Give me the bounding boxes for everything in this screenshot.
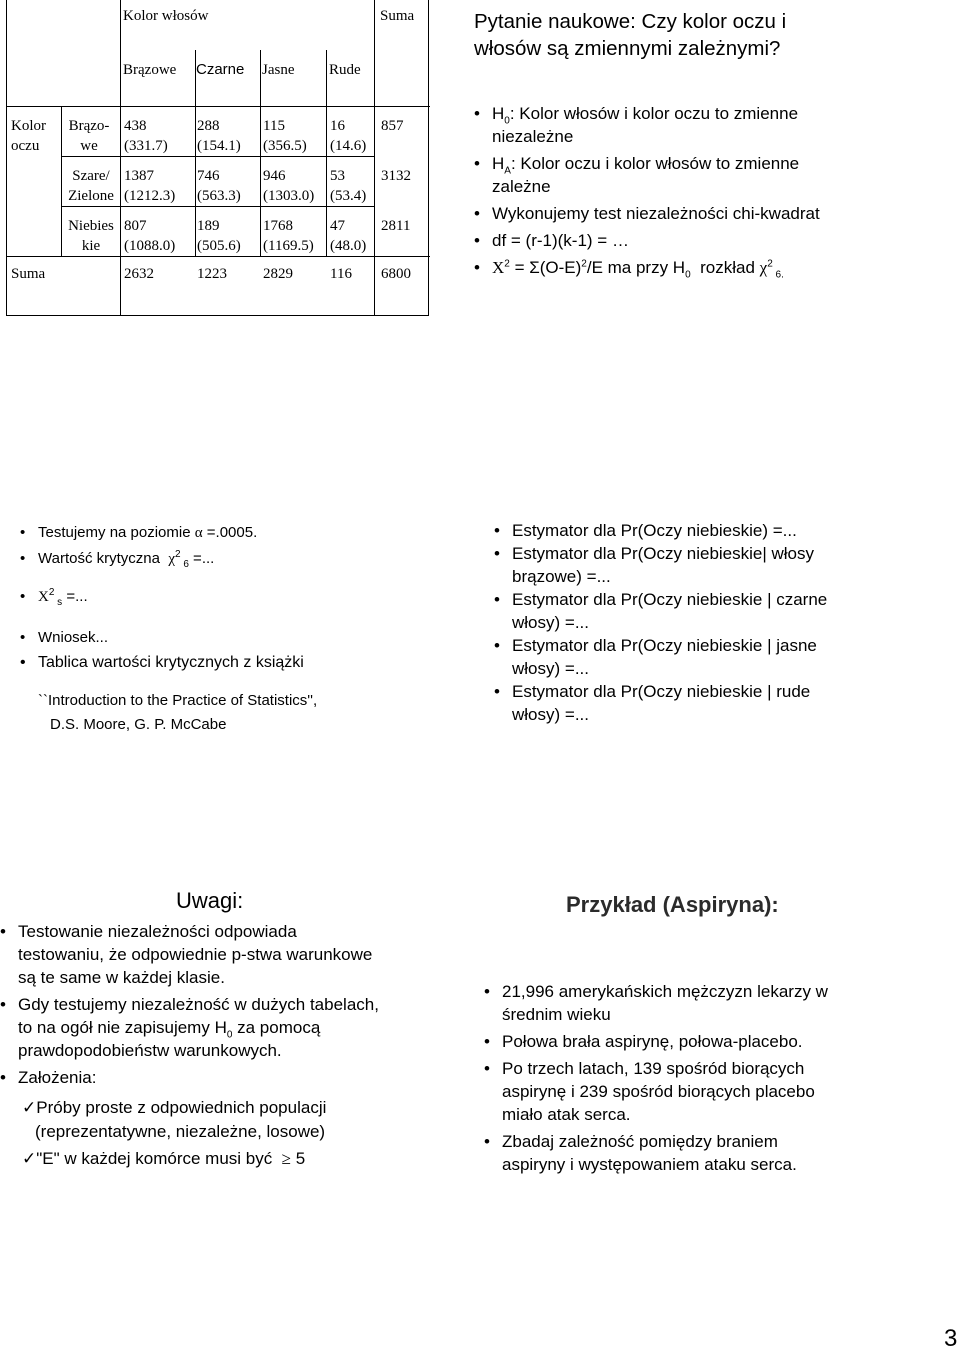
page-number: 3 bbox=[944, 1325, 958, 1352]
df-item: • df = (r-1)(k-1) = … bbox=[474, 229, 954, 252]
row-label-green: Szare/ bbox=[72, 168, 110, 184]
table-cell-expected: (53.4) bbox=[330, 188, 367, 204]
table-cell: 189 bbox=[197, 218, 220, 234]
row-group-label-2: oczu bbox=[11, 138, 40, 154]
table-cell: 288 bbox=[197, 118, 220, 134]
table-cell-expected: (356.5) bbox=[263, 138, 307, 154]
hypothesis-ha: • $H_A$: Kolor oczu i kolor włosów to zmienne zależne bbox=[474, 152, 954, 198]
table-cell-expected: (505.6) bbox=[197, 238, 241, 254]
chi-statistic-item: • $X^2 = \Sigma(O-E)^2/E$ ma przy $H_0$ rozkład $\chi^2$ $_{6.}$ bbox=[474, 256, 954, 279]
col-header-blond: Jasne bbox=[262, 62, 295, 78]
table-source: • Tablica wartości krytycznych z książki bbox=[20, 651, 440, 674]
example-item: • Połowa brała aspirynę, połowa-placebo. bbox=[484, 1030, 954, 1053]
row-sum: 857 bbox=[381, 118, 404, 134]
table-cell: 746 bbox=[197, 168, 220, 184]
slide2-bullets bbox=[20, 521, 440, 674]
table-cell-expected: (1212.3) bbox=[124, 188, 176, 204]
test-statistic: • $X^2$ $_s$ =... bbox=[20, 585, 440, 609]
slide5-bullets bbox=[484, 980, 954, 1176]
book-title: ``Introduction to the Practice of Statistics'', bbox=[38, 692, 318, 709]
row-group-label: Kolor bbox=[11, 118, 46, 134]
book-authors: D.S. Moore, G. P. McCabe bbox=[50, 716, 227, 733]
col-sum: 2829 bbox=[263, 266, 293, 282]
estimator-item: • Estymator dla Pr(Oczy niebieskie | rude włosy) =... bbox=[494, 680, 954, 726]
slide5-title: Przykład (Aspiryna): bbox=[566, 892, 779, 917]
col-sum: 116 bbox=[330, 266, 352, 282]
assumption-check-1: ✓Próby proste z odpowiednich populacji (reprezentatywne, niezależne, losowe) bbox=[22, 1098, 327, 1141]
slide3-bullets bbox=[494, 519, 954, 726]
table-cell: 1768 bbox=[263, 218, 293, 234]
slide1-bullets bbox=[474, 102, 954, 279]
col-header-black: Czarne bbox=[196, 61, 245, 78]
table-cell-expected: (1088.0) bbox=[124, 238, 176, 254]
estimator-item: • Estymator dla Pr(Oczy niebieskie| włosy brązowe) =... bbox=[494, 542, 954, 588]
table-cell-expected: (1303.0) bbox=[263, 188, 315, 204]
col-sum: 1223 bbox=[197, 266, 227, 282]
slide4-title: Uwagi: bbox=[176, 888, 244, 913]
slide4-bullets bbox=[0, 920, 445, 1089]
header-sum: Suma bbox=[380, 8, 415, 24]
row-sum: 3132 bbox=[381, 168, 411, 184]
col-header-red: Rude bbox=[329, 62, 361, 78]
assumptions-item: • Założenia: bbox=[0, 1066, 445, 1089]
row-label-blue: Niebies bbox=[68, 218, 114, 234]
example-item: • Zbadaj zależność pomiędzy braniem aspiryny i występowaniem ataku serca. bbox=[484, 1130, 954, 1176]
slide1-title bbox=[474, 8, 786, 62]
table-cell-expected: (563.3) bbox=[197, 188, 241, 204]
table-cell: 16 bbox=[330, 118, 345, 134]
remark-item: • Gdy testujemy niezależność w dużych tabelach, to na ogół nie zapisujemy $H_0$ za pomocą prawdopodobieństw warunkowych. bbox=[0, 993, 445, 1062]
table-cell-expected: (154.1) bbox=[197, 138, 241, 154]
row-sum: 2811 bbox=[381, 218, 411, 234]
col-header-brown: Brązowe bbox=[123, 62, 177, 78]
table-cell-expected: (331.7) bbox=[124, 138, 168, 154]
estimator-item: • Estymator dla Pr(Oczy niebieskie | czarne włosy) =... bbox=[494, 588, 954, 634]
row-label-blue-2: kie bbox=[81, 238, 101, 254]
table-cell: 115 bbox=[263, 118, 285, 134]
hypothesis-h0: • $H_0$: Kolor włosów i kolor oczu to zmienne niezależne bbox=[474, 102, 954, 148]
row-label-brown-2: we bbox=[80, 138, 98, 154]
assumption-check-2: ✓"E" w każdej komórce musi być ≥ 5 bbox=[22, 1149, 306, 1168]
table-cell: 1387 bbox=[124, 168, 154, 184]
checkmark-icon: ✓ bbox=[22, 1098, 37, 1117]
critical-value: • Wartość krytyczna $\chi^2$ $_6$ =... bbox=[20, 547, 440, 571]
chi-test-item: • Wykonujemy test niezależności chi-kwadrat bbox=[474, 202, 954, 225]
checkmark-icon: ✓ bbox=[22, 1149, 37, 1168]
slide1-title-line2: włosów są zmiennymi zależnymi? bbox=[474, 37, 781, 60]
estimator-item: • Estymator dla Pr(Oczy niebieskie | jasne włosy) =... bbox=[494, 634, 954, 680]
estimator-item: • Estymator dla Pr(Oczy niebieskie) =... bbox=[494, 519, 954, 542]
grand-total: 6800 bbox=[381, 266, 411, 282]
conclusion: • Wniosek... bbox=[20, 626, 440, 649]
table-cell: 946 bbox=[263, 168, 286, 184]
sum-row-label: Suma bbox=[11, 266, 46, 282]
slide1-title-line1: Pytanie naukowe: Czy kolor oczu i bbox=[474, 10, 787, 33]
row-label-green-2: Zielone bbox=[68, 188, 114, 204]
row-label-brown: Brązo- bbox=[68, 118, 110, 134]
table-cell-expected: (1169.5) bbox=[263, 238, 314, 254]
table-cell: 53 bbox=[330, 168, 345, 184]
table-cell-expected: (48.0) bbox=[330, 238, 367, 254]
table-cell: 807 bbox=[124, 218, 147, 234]
header-hair-color: Kolor włosów bbox=[123, 8, 209, 24]
significance-level: • Testujemy na poziomie α =.0005. bbox=[20, 521, 440, 545]
contingency-table bbox=[6, 0, 429, 316]
remark-item: • Testowanie niezależności odpowiada testowaniu, że odpowiednie p-stwa warunkowe są te same w każdej klasie. bbox=[0, 920, 445, 989]
col-sum: 2632 bbox=[124, 266, 154, 282]
table-cell: 47 bbox=[330, 218, 345, 234]
table-cell-expected: (14.6) bbox=[330, 138, 367, 154]
example-item: • Po trzech latach, 139 spośród biorących aspirynę i 239 spośród biorących placebo miało atak serca. bbox=[484, 1057, 954, 1126]
example-item: • 21,996 amerykańskich mężczyzn lekarzy w średnim wieku bbox=[484, 980, 954, 1026]
table-cell: 438 bbox=[124, 118, 147, 134]
